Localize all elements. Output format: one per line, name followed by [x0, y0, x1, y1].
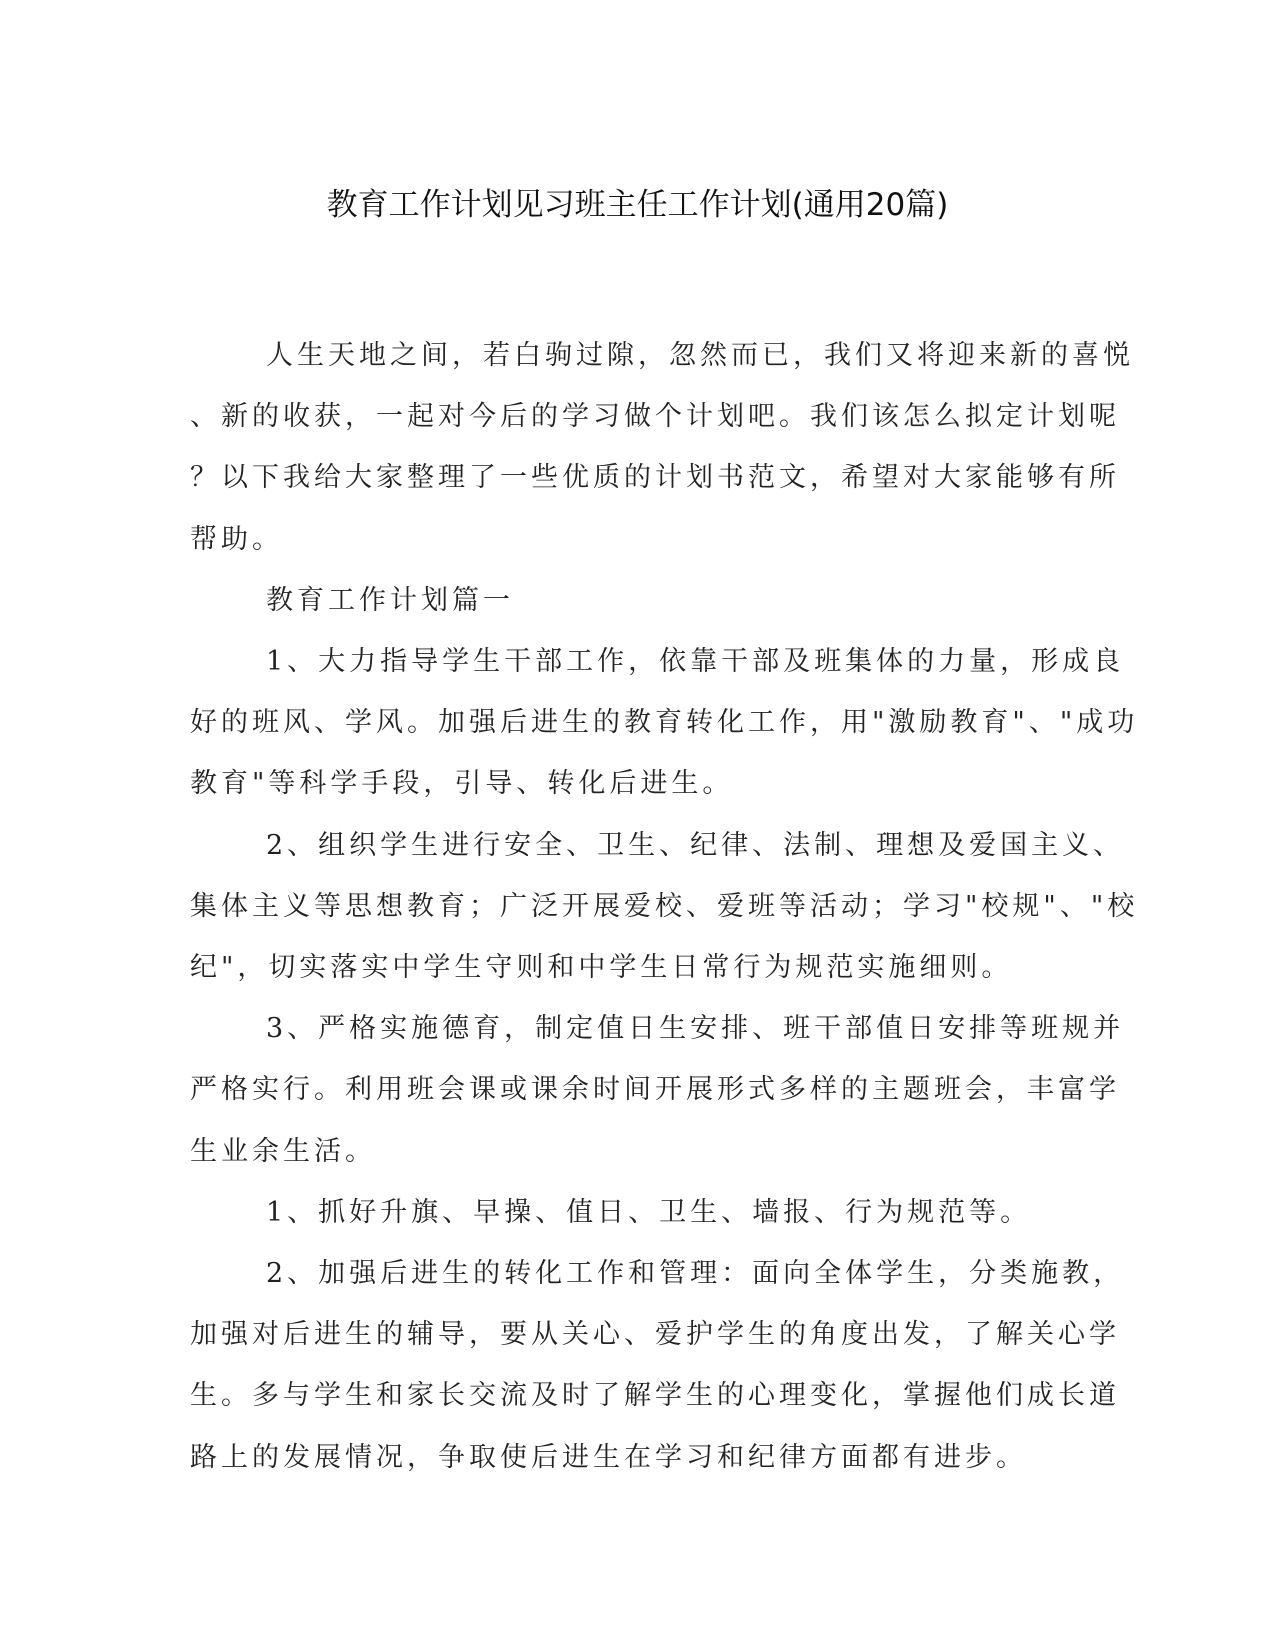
- text-line: ？以下我给大家整理了一些优质的计划书范文，希望对大家能够有所: [190, 462, 1120, 494]
- paragraph-item: [190, 1243, 1125, 1488]
- paragraph-item: [190, 1182, 1080, 1243]
- document-title: 教育工作计划见习班主任工作计划(通用20篇): [326, 187, 949, 223]
- document-body: [190, 325, 1139, 1488]
- text-line: 纪"，切实落实中学生守则和中学生日常行为规范实施细则。: [190, 952, 1013, 984]
- paragraph-item: [190, 998, 1125, 1182]
- paragraph-intro: [190, 325, 1134, 570]
- text-line: 2、组织学生进行安全、卫生、纪律、法制、理想及爱国主义、: [266, 829, 1125, 861]
- text-line: 人生天地之间，若白驹过隙，忽然而已，我们又将迎来新的喜悦: [266, 340, 1134, 371]
- text-line: 教育工作计划篇一: [266, 584, 514, 616]
- text-line: 1、抓好升旗、早操、值日、卫生、墙报、行为规范等。: [266, 1196, 1032, 1228]
- text-line: 集体主义等思想教育；广泛开展爱校、爱班等活动；学习"校规"、"校: [190, 890, 1139, 922]
- text-line: 2、加强后进生的转化工作和管理：面向全体学生，分类施教，: [266, 1258, 1125, 1290]
- text-line: 加强对后进生的辅导，要从关心、爱护学生的角度出发，了解关心学: [190, 1319, 1120, 1351]
- text-line: 1、大力指导学生干部工作，依靠干部及班集体的力量，形成良: [266, 646, 1125, 678]
- text-line: 生业余生活。: [190, 1135, 376, 1167]
- text-line: 帮助。: [190, 523, 283, 555]
- section-heading: [190, 570, 1080, 631]
- text-line: 好的班风、学风。加强后进生的教育转化工作，用"激励教育"、"成功: [190, 707, 1139, 739]
- paragraph-item: [190, 815, 1139, 999]
- text-line: 、新的收获，一起对今后的学习做个计划吧。我们该怎么拟定计划呢: [190, 401, 1120, 433]
- text-line: 教育"等科学手段，引导、转化后进生。: [190, 768, 734, 800]
- text-line: 生。多与学生和家长交流及时了解学生的心理变化，掌握他们成长道: [190, 1380, 1120, 1412]
- text-line: 3、严格实施德育，制定值日生安排、班干部值日安排等班规并: [266, 1013, 1125, 1045]
- text-line: 路上的发展情况，争取使后进生在学习和纪律方面都有进步。: [190, 1441, 1027, 1473]
- paragraph-item: [190, 631, 1139, 815]
- text-line: 严格实行。利用班会课或课余时间开展形式多样的主题班会，丰富学: [190, 1074, 1120, 1106]
